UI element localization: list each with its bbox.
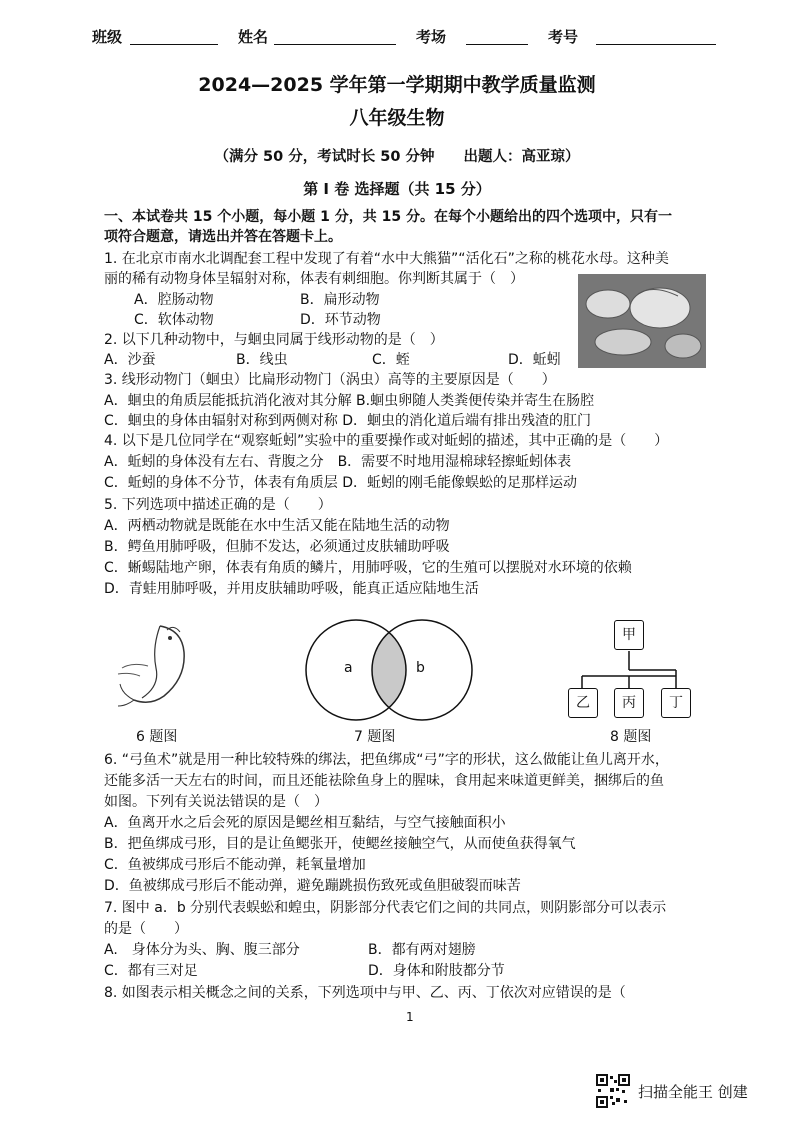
q4-stem: 4. 以下是几位同学在“观察蚯蚓”实验中的重要操作或对蚯蚓的描述，其中正确的是（ ） <box>104 433 669 449</box>
q2-stem: 2. 以下几种动物中，与蛔虫同属于线形动物的是（ ） <box>104 332 444 348</box>
q5-stem: 5. 下列选项中描述正确的是（ ） <box>104 497 332 513</box>
q8-stem: 8. 如图表示相关概念之间的关系，下列选项中与甲、乙、丙、丁依次对应错误的是（ <box>104 985 626 1001</box>
q7-stem-2: 的是（ ） <box>104 921 188 937</box>
venn-label-b: b <box>416 660 425 676</box>
q5-option-b: B．鳄鱼用肺呼吸，但肺不发达，必须通过皮肤辅助呼吸 <box>104 539 450 555</box>
q5-option-a: A．两栖动物就是既能在水中生活又能在陆地生活的动物 <box>104 518 450 534</box>
name-label: 姓名 <box>238 28 269 46</box>
room-blank <box>466 30 528 45</box>
q6-option-a: A．鱼离开水之后会死的原因是鳃丝相互黏结，与空气接触面积小 <box>104 815 506 831</box>
jellyfish-photo <box>578 274 706 368</box>
fig8-caption: 8 题图 <box>610 729 652 745</box>
node-yi: 乙 <box>568 688 598 718</box>
q5-option-d: D．青蛙用肺呼吸，并用皮肤辅助呼吸，能真正适应陆地生活 <box>104 581 479 597</box>
number-label: 考号 <box>548 28 579 46</box>
q2-option-a: A．沙蚕 <box>104 352 156 368</box>
q6-option-d: D．鱼被绑成弓形后不能动弹，避免蹦跳损伤致死或鱼胆破裂而味苦 <box>104 878 521 894</box>
node-bing: 丙 <box>614 688 644 718</box>
room-label: 考场 <box>416 28 447 46</box>
q6-option-b: B．把鱼绑成弓形，目的是让鱼鳃张开，使鳃丝接触空气，从而使鱼获得氧气 <box>104 836 576 852</box>
q4-options-cd: C．蚯蚓的身体不分节，体表有角质层 D．蚯蚓的刚毛能像蜈蚣的足那样运动 <box>104 475 578 491</box>
fig7-caption: 7 题图 <box>354 729 396 745</box>
q7-option-c: C．都有三对足 <box>104 963 198 979</box>
q4-options-ab: A．蚯蚓的身体没有左右、背腹之分 B．需要不时地用湿棉球轻擦蚯蚓体表 <box>104 454 572 470</box>
q2-option-b: B．线虫 <box>236 352 288 368</box>
q2-option-c: C．蛭 <box>372 352 410 368</box>
venn-diagram <box>304 618 474 722</box>
q5-option-c: C．蜥蜴陆地产卵，体表有角质的鳞片，用肺呼吸，它的生殖可以摆脱对水环境的依赖 <box>104 560 632 576</box>
q1-option-c: C．软体动物 <box>134 312 214 328</box>
fig6-caption: 6 题图 <box>136 729 178 745</box>
concept-tree-diagram <box>566 618 692 722</box>
class-label: 班级 <box>92 28 123 46</box>
bow-fish-figure <box>112 618 212 710</box>
q1-stem-1: 1. 在北京市南水北调配套工程中发现了有着“水中大熊猫”“活化石”之称的桃花水母。这种美 <box>104 251 669 267</box>
q7-option-d: D．身体和附肢都分节 <box>368 963 505 979</box>
q2-option-d: D．蚯蚓 <box>508 352 561 368</box>
q1-stem-2: 丽的稀有动物身体呈辐射对称，体表有刺细胞。你判断其属于（ ） <box>104 271 524 287</box>
venn-label-a: a <box>344 660 353 676</box>
q3-options-cd: C．蛔虫的身体由辐射对称到两侧对称 D．蛔虫的消化道后端有排出残渣的肛门 <box>104 413 592 429</box>
q7-option-b: B．都有两对翅膀 <box>368 942 476 958</box>
scanner-watermark: 扫描全能王 创建 <box>638 1083 748 1101</box>
exam-info: （满分 50 分，考试时长 50 分钟 出题人：高亚琼） <box>214 149 580 165</box>
page-number: 1 <box>406 1010 414 1024</box>
q1-option-b: B．扁形动物 <box>300 292 380 308</box>
q6-stem-1: 6. “弓鱼术”就是用一种比较特殊的绑法，把鱼绑成“弓”字的形状，这么做能让鱼儿离开水， <box>104 752 669 768</box>
q6-stem-3: 如图。下列有关说法错误的是（ ） <box>104 794 328 810</box>
node-ding: 丁 <box>661 688 691 718</box>
exam-title: 2024—2025 学年第一学期期中教学质量监测 <box>198 74 596 96</box>
q6-option-c: C．鱼被绑成弓形后不能动弹，耗氧量增加 <box>104 857 366 873</box>
instructions-line-2: 项符合题意，请选出并答在答题卡上。 <box>104 229 342 245</box>
exam-subject: 八年级生物 <box>349 107 445 129</box>
student-info-header <box>0 26 794 50</box>
q1-option-d: D．环节动物 <box>300 312 381 328</box>
qr-code-icon <box>596 1074 630 1108</box>
name-blank <box>274 30 396 45</box>
instructions-line-1: 一、本试卷共 15 个小题，每小题 1 分，共 15 分。在每个小题给出的四个选项中，只有一 <box>104 209 672 225</box>
q7-option-a: A. 身体分为头、胸、腹三部分 <box>104 942 300 958</box>
section-title: 第 I 卷 选择题（共 15 分） <box>303 180 491 198</box>
q3-stem: 3. 线形动物门（蛔虫）比扁形动物门（涡虫）高等的主要原因是（ ） <box>104 372 556 388</box>
q1-option-a: A．腔肠动物 <box>134 292 214 308</box>
node-jia: 甲 <box>614 620 644 650</box>
number-blank <box>596 30 716 45</box>
q3-options-ab: A．蛔虫的角质层能抵抗消化液对其分解 B.蛔虫卵随人类粪便传染并寄生在肠腔 <box>104 393 595 409</box>
q7-stem-1: 7. 图中 a．b 分别代表蜈蚣和蝗虫，阴影部分代表它们之间的共同点，则阴影部分可以表示 <box>104 900 667 916</box>
class-blank <box>130 30 218 45</box>
q6-stem-2: 还能多活一天左右的时间，而且还能祛除鱼身上的腥味，食用起来味道更鲜美，捆绑后的鱼 <box>104 773 664 789</box>
